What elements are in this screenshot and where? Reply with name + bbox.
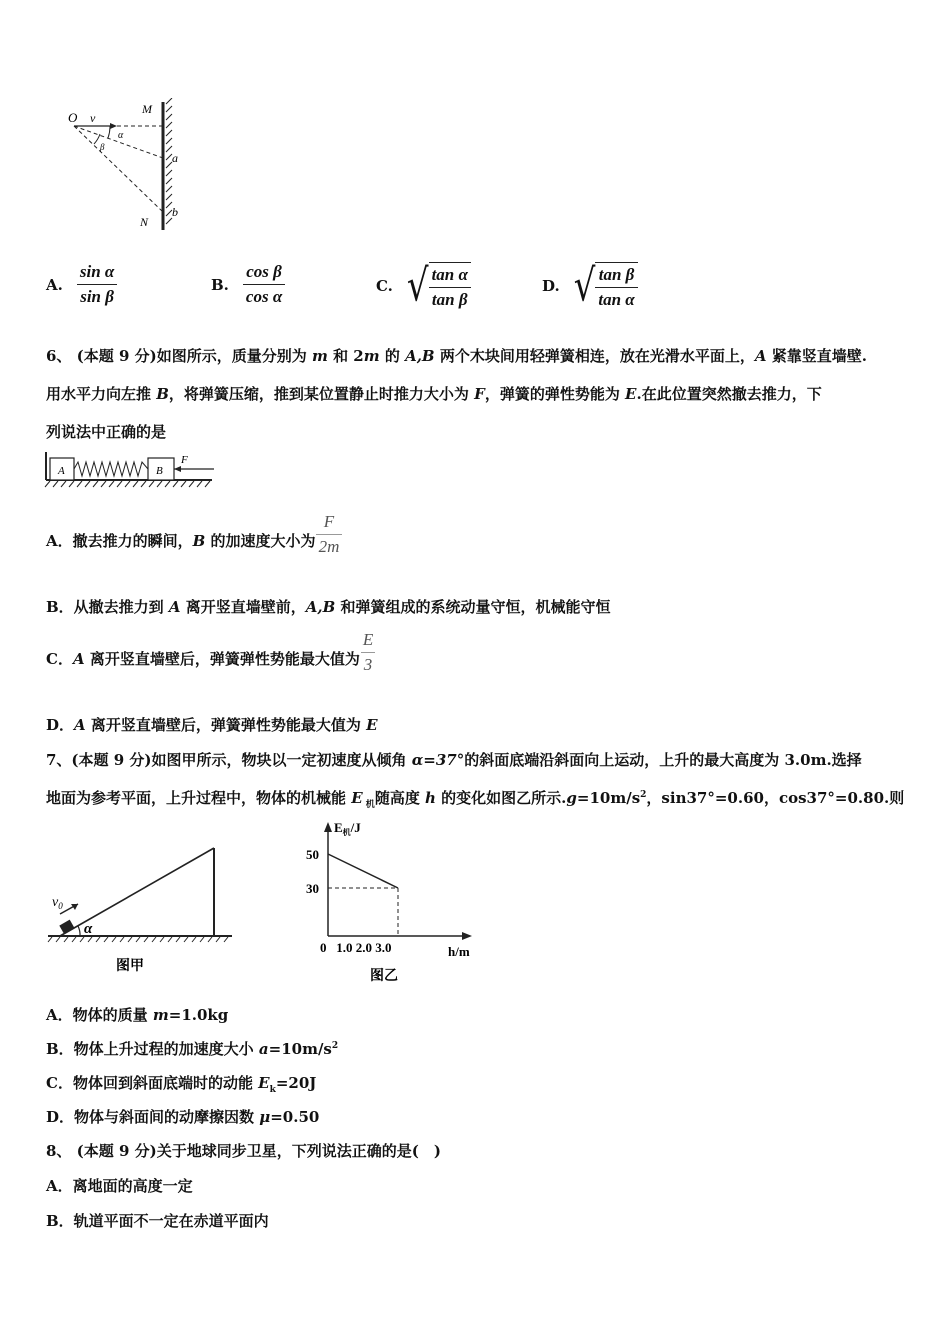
caption-yi: 图乙	[370, 969, 398, 984]
y-axis-label: $E_机/J$	[334, 820, 361, 837]
q7-option-a[interactable]: A．物体的质量 m=1.0kg	[46, 1006, 229, 1024]
square-root: √ $\frac{\text{tan β}}{\text{tan α}}$	[574, 262, 638, 310]
fraction: $\frac{F}{2m}$	[316, 512, 343, 557]
force-label: F	[181, 454, 188, 466]
q7-stem-line2: 地面为参考平面，上升过程中，物体的机械能 E $_机$随高度 h 的变化如图乙所示$.g=10m/s^2$，sin37°=0.60，cos37°=0.80.则	[46, 789, 905, 810]
fraction: $\frac{\text{sin α}}{\text{sin β}}$	[77, 262, 117, 307]
q6-option-d[interactable]: D．A 离开竖直墙壁后，弹簧弹性势能最大值为 E	[46, 716, 378, 734]
q7-figure-jia	[44, 838, 244, 978]
q7-option-c[interactable]: C．物体回到斜面底端时的动能 $E_k=20J$	[46, 1074, 317, 1095]
block-b-label: B	[156, 465, 163, 477]
q8-option-b[interactable]: B．轨道平面不一定在赤道平面内	[46, 1212, 269, 1230]
q7-stem-line1: 7、(本题 9 分)如图甲所示，物块以一定初速度从倾角 α=37°的斜面底端沿斜面向上运动，上升的最大高度为 3.0m.选择	[46, 751, 862, 769]
label-b: b	[172, 205, 178, 219]
block-a-label: A	[58, 465, 65, 477]
q8-option-a[interactable]: A．离地面的高度一定	[46, 1177, 193, 1195]
q5-option-d[interactable]: D. √ $\frac{\text{tan β}}{\text{tan α}}$	[542, 262, 638, 310]
label-N: N	[140, 215, 149, 229]
q6-option-b[interactable]: B．从撤去推力到 A 离开竖直墙壁前，A,B 和弹簧组成的系统动量守恒，机械能守恒	[46, 598, 611, 616]
v0-label: $v_0$	[52, 895, 63, 911]
q5-option-c[interactable]: C. √ $\frac{\text{tan α}}{\text{tan β}}$	[376, 262, 471, 310]
q7-option-b[interactable]: B．物体上升过程的加速度大小 $a=10m/s^2$	[46, 1040, 339, 1058]
q5-option-a[interactable]: A. $\frac{\text{sin α}}{\text{sin β}}$	[46, 262, 117, 307]
x-ticks: 0 1.0 2.0 3.0	[320, 940, 392, 955]
q7-figure-yi	[296, 812, 496, 987]
q6-stem-line2: 用水平力向左推 B，将弹簧压缩，推到某位置静止时推力大小为 F，弹簧的弹性势能为 E.在此位置突然撤去推力，下	[46, 385, 822, 403]
square-root: √ $\frac{\text{tan α}}{\text{tan β}}$	[407, 262, 471, 310]
alpha-label: α	[84, 921, 93, 937]
q6-option-a[interactable]: A．撤去推力的瞬间，B 的加速度大小为 $\frac{F}{2m}$	[46, 512, 342, 557]
label-alpha: α	[118, 130, 124, 141]
caption-jia: 图甲	[116, 959, 144, 974]
q5-figure	[60, 98, 200, 238]
q6-stem-line3: 列说法中正确的是	[46, 423, 167, 441]
q8-stem: 8、 (本题 9 分)关于地球同步卫星，下列说法正确的是( )	[46, 1142, 441, 1160]
q6-option-c[interactable]: C．A 离开竖直墙壁后，弹簧弹性势能最大值为 $\frac{E}{3}$	[46, 630, 376, 675]
fraction: $\frac{E}{3}$	[360, 630, 376, 675]
label-a: a	[172, 151, 178, 165]
label-M: M	[142, 102, 152, 116]
q5-option-b[interactable]: B. $\frac{\text{cos β}}{\text{cos α}}$	[211, 262, 285, 307]
q7-option-d[interactable]: D．物体与斜面间的动摩擦因数 μ=0.50	[46, 1108, 320, 1126]
x-axis-label: h/m	[448, 944, 470, 959]
label-O: O	[68, 110, 78, 125]
q6-figure	[44, 450, 219, 488]
y-tick-30: 30	[306, 881, 319, 896]
label-beta: β	[100, 142, 105, 152]
y-tick-50: 50	[306, 847, 319, 862]
label-v: v	[90, 111, 96, 125]
q6-stem-line1: 6、 (本题 9 分)如图所示，质量分别为 m 和 2m 的 A,B 两个木块间用轻弹簧相连，放在光滑水平面上，A 紧靠竖直墙壁.	[46, 347, 867, 365]
fraction: $\frac{\text{cos β}}{\text{cos α}}$	[243, 262, 285, 307]
